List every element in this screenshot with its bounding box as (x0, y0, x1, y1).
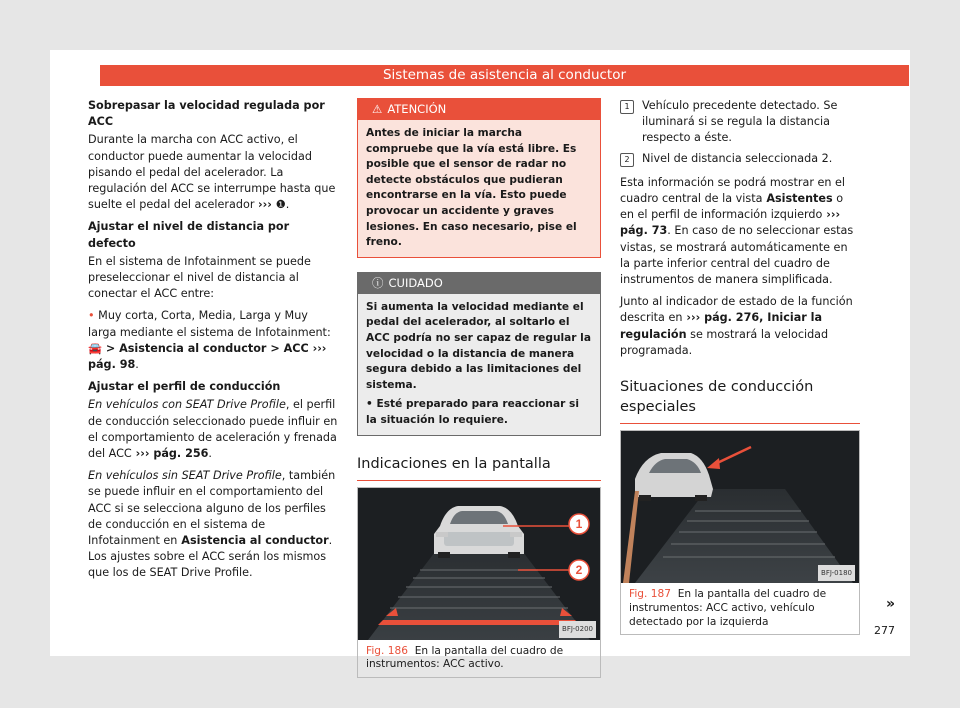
fig-186-image (358, 488, 600, 640)
caution-bullet: • Esté preparado para reaccionar si la situación lo requiere. (366, 398, 579, 426)
warning-text: Antes de iniciar la marcha compruebe que la vía está libre. Es posible que el sensor de radar no detecte obstáculos que pudieran encontrarse en la vía. Esto puede provocar un accidente y graves lesiones. En caso necesario, pise el freno. (358, 120, 600, 257)
acc-display-illustration (358, 488, 600, 640)
heading-distance: Ajustar el nivel de distancia por defecto (88, 220, 290, 250)
list-item: 1 Vehículo precedente detectado. Se iluminará si se regula la distancia respecto a éste. (620, 98, 860, 147)
info-circle-icon: ⓘ (372, 275, 384, 290)
fig-187-image (621, 431, 859, 583)
column-right (620, 98, 860, 635)
warning-ref-icon: ❶ (275, 198, 286, 212)
page-header: Sistemas de asistencia al conductor (100, 65, 909, 86)
caution-box: ⓘ CUIDADO Si aumenta la velocidad mediante el pedal del acelerador, al soltarlo el ACC podría no ser capaz de regular la velocidad o la distancia de manera segura debido a las limitaciones del sistema. • Esté preparado para reaccionar si la situación lo requiere. (357, 272, 601, 436)
section-title-display: Indicaciones en la pantalla (357, 454, 601, 481)
callout-1: 1 (575, 516, 583, 531)
column-left (88, 98, 338, 588)
figure-caption: Fig. 186 En la pantalla del cuadro de instrumentos: ACC activo. (366, 644, 564, 671)
figure-code: BFJ-0180 (818, 565, 855, 581)
paragraph-overtake: Durante la marcha con ACC activo, el conductor puede aumentar la velocidad pisando el pedal del acelerador. La regulación del ACC se interrumpe hasta que suelte el pedal del acelerador ››› ❶. (88, 133, 336, 212)
callout-2: 2 (575, 562, 583, 577)
manual-page (50, 50, 910, 671)
page-number: 277 (874, 624, 895, 637)
heading-overtake: Sobrepasar la velocidad regulada por ACC (88, 99, 325, 129)
heading-profile: Ajustar el perfil de conducción (88, 380, 281, 394)
column-middle (357, 98, 601, 678)
paragraph-status: Junto al indicador de estado de la función descrita en ››› pág. 276, Iniciar la regulación se mostrará la velocidad programada. (620, 295, 853, 357)
paragraph-info: Esta información se podrá mostrar en el cuadro central de la vista Asistentes o en el perfil de información izquierdo ››› pág. 73. En caso de no seleccionar estas vistas, se mostrará automáticamente en la parte inferior central del cuadro de instrumentos de manera simplificada. (620, 175, 854, 287)
figure-187 (620, 430, 860, 635)
paragraph-distance: En el sistema de Infotainment se puede preseleccionar el nivel de distancia al conectar el ACC entre: (88, 254, 311, 301)
bullet-distance-levels: • Muy corta, Corta, Media, Larga y Muy larga mediante el sistema de Infotainment: 🚘 > Asistencia al conductor > ACC ››› pág. 98. (88, 309, 331, 372)
paragraph-profile-with: En vehículos con SEAT Drive Profile, el perfil de conducción seleccionado puede influir en el comportamiento de aceleración y frenada del ACC ››› pág. 256. (88, 398, 338, 461)
car-menu-icon: 🚘 (88, 341, 102, 355)
paragraph-profile-without: En vehículos sin SEAT Drive Profile, también se puede influir en el comportamiento del ACC si se selecciona alguno de los perfiles de conducción en el sistema de Infotainment en Asistencia al conductor. Los ajustes sobre el ACC serán los mismos que los de SEAT Drive Profile. (88, 469, 336, 580)
figure-code: BFJ-0200 (559, 621, 596, 637)
continue-mark: » (886, 596, 896, 612)
acc-left-vehicle-illustration (621, 431, 859, 583)
caution-text: Si aumenta la velocidad mediante el pedal del acelerador, al soltarlo el ACC podría no ser capaz de regular la velocidad o la distancia de manera segura debido a las limitaciones del sistema. (366, 300, 591, 391)
warning-box: ⚠ ATENCIÓN Antes de iniciar la marcha compruebe que la vía está libre. Es posible que el sensor de radar no detecte obstáculos que pudieran encontrarse en la vía. Esto puede provocar un accidente y graves lesiones. En caso necesario, pise el freno. (357, 98, 601, 258)
list-item: 2 Nivel de distancia seleccionada 2. (620, 151, 860, 167)
figure-caption: Fig. 187 En la pantalla del cuadro de instrumentos: ACC activo, vehículo detectado por la izquierda (629, 588, 827, 628)
warning-triangle-icon: ⚠ (372, 102, 383, 116)
figure-186 (357, 487, 601, 679)
section-title-special: Situaciones de conducción especiales (620, 377, 860, 424)
